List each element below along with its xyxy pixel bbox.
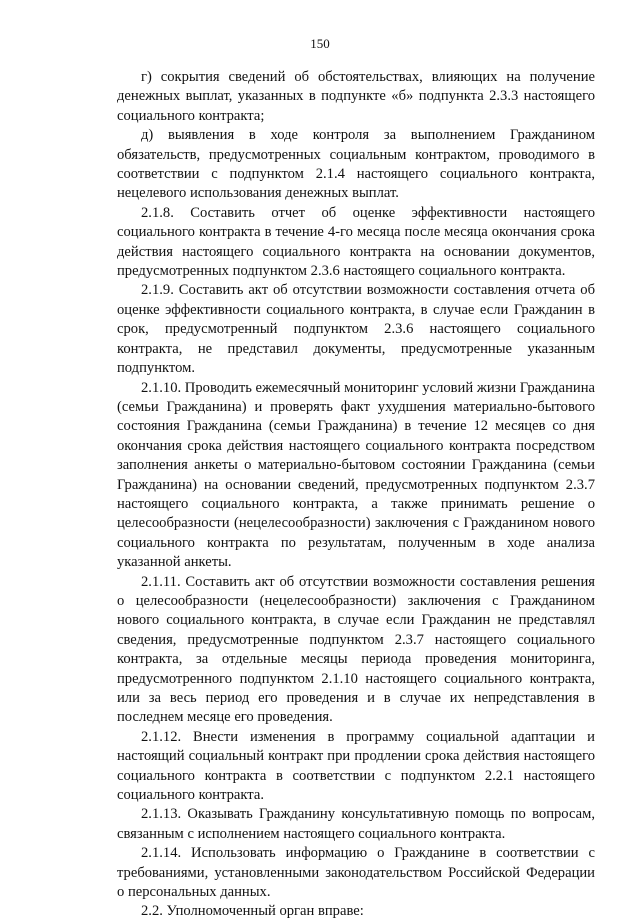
paragraph-2-1-8: 2.1.8. Составить отчет об оценке эффективности настоящего социального контракта в течение 4-го месяца после месяца окончания срока действия настоящего социального контракта на основании документов, предусмотренных подпунктом 2.3.6 настоящего социального контракта. (117, 204, 595, 280)
paragraph-2-1-12: 2.1.12. Внести изменения в программу социальной адаптации и настоящий социальный контракт при продлении срока действия настоящего социального контракта в соответствии с подпунктом 2.2.1 настоящего социального контракта. (117, 728, 595, 804)
page-number: 150 (310, 36, 330, 51)
paragraph-2-1-14: 2.1.14. Использовать информацию о Гражданине в соответствии с требованиями, установленными законодательством Российской Федерации о персональных данных. (117, 845, 595, 901)
paragraph-2-1-9: 2.1.9. Составить акт об отсутствии возможности составления отчета об оценке эффективности социального контракта, в случае если Гражданин в срок, предусмотренный подпунктом 2.3.6 настоящего социального контракта, не представил документы, предусмотренные указанным подпунктом. (117, 282, 595, 377)
paragraph-2-1-10: 2.1.10. Проводить ежемесячный мониторинг условий жизни Гражданина (семьи Гражданина) и проверять факт ухудшения материально-бытового состояния Гражданина (семьи Гражданина) в течение 12 месяцев со дня окончания срока действия настоящего социального контракта посредством заполнения анкеты о материально-бытовом состоянии Гражданина (семьи Гражданина) на основании сведений, предусмотренных подпунктом 2.3.7 настоящего социального контракта, а также принимать решение о целесообразности (нецелесообразности) заключения с Гражданином нового социального контракта по результатам, полученным в ходе анализа указанной анкеты. (117, 379, 595, 571)
paragraph-sub-d: д) выявления в ходе контроля за выполнением Гражданином обязательств, предусмотренных социальным контрактом, проводимого в соответствии с подпунктом 2.1.4 настоящего социального контракта, нецелевого использования денежных выплат. (117, 127, 595, 202)
paragraph-2-1-13: 2.1.13. Оказывать Гражданину консультативную помощь по вопросам, связанным с исполнением настоящего социального контракта. (117, 806, 595, 842)
paragraph-sub-g: г) сокрытия сведений об обстоятельствах, влияющих на получение денежных выплат, указанных в подпункте «б» подпункта 2.3.3 настоящего социального контракта; (117, 69, 595, 124)
paragraph-2-1-11: 2.1.11. Составить акт об отсутствии возможности составления решения о целесообразности (нецелесообразности) заключения с Гражданином нового социального контракта, в случае если Гражданин не представлял сведения, предусмотренные подпунктом 2.3.7 настоящего социального контракта, за отдельные месяцы периода проведения мониторинга, предусмотренного подпунктом 2.1.10 настоящего социального контракта, или за весь период его проведения и в случае их непредставления в последнем месяце его проведения. (117, 573, 595, 726)
paragraph-2-2: 2.2. Уполномоченный орган вправе: (141, 903, 364, 920)
document-body (117, 68, 595, 922)
